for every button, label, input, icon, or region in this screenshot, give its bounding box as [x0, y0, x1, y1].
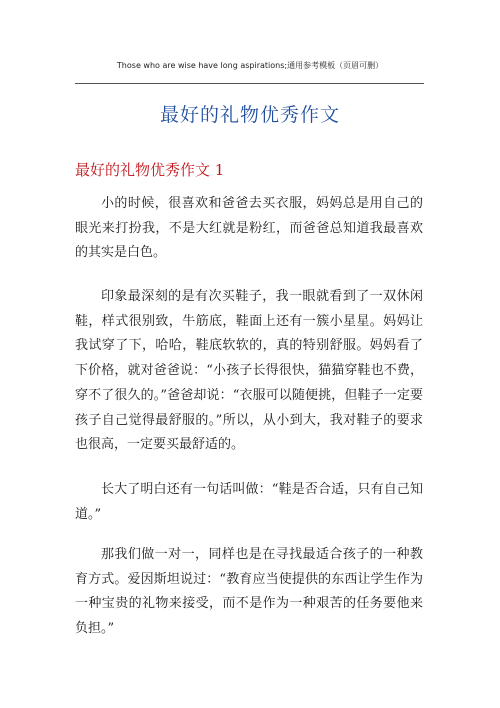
- paragraph-1: 小的时候，很喜欢和爸爸去买衣服，妈妈总是用自己的眼光来打扮我，不是大红就是粉红，而爸爸总知道我最喜欢的其实是白色。: [75, 196, 423, 261]
- paragraph-2: 印象最深刻的是有次买鞋子，我一眼就看到了一双休闲鞋，样式很别致，牛筋底，鞋面上还有一簇小星星。妈妈让我试穿了下，哈哈，鞋底软软的，真的特别舒服。妈妈看了下价格，就对爸爸说：“小孩子长得很快，猫猫穿鞋也不费，穿不了很久的。”爸爸却说：“衣服可以随便挑，但鞋子一定要孩子自己觉得最舒服的。”所以，从小到大，我对鞋子的要求也很高，一定要买最舒适的。: [75, 289, 423, 453]
- header-divider: [75, 83, 424, 84]
- paragraph-3: 长大了明白还有一句话叫做：“鞋是否合适，只有自己知道。”: [75, 482, 423, 522]
- section-heading: 最好的礼物优秀作文 1: [75, 161, 225, 179]
- paragraph-4: 那我们做一对一，同样也是在寻找最适合孩子的一种教育方式。爱因斯坦说过：“教育应当使提供的东西让学生作为一种宝贵的礼物来接受，而不是作为一种艰苦的任务要他来负担。”: [75, 547, 423, 637]
- page-header-text: Those who are wise have long aspirations;通用参考模板（页眉可删）: [116, 61, 384, 70]
- document-title: 最好的礼物优秀作文: [159, 104, 340, 126]
